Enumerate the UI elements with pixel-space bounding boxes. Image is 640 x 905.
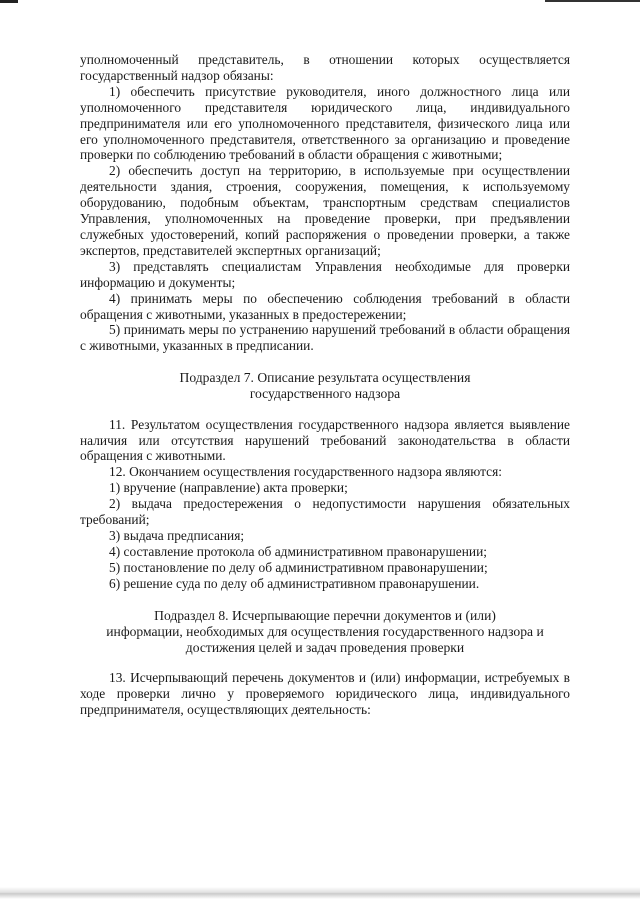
list-item: 3) представлять специалистам Управления необходимые для проверки информацию и документы; [80, 258, 570, 290]
list-item: 4) составление протокола об административном правонарушении; [109, 543, 487, 559]
list-item: 5) принимать меры по устранению нарушений требований в области обращения с животными, указанных в предписании. [80, 322, 570, 354]
heading-line: Подраздел 7. Описание результата осуществления [179, 370, 471, 386]
list-item: 1) вручение (направление) акта проверки; [109, 480, 348, 496]
list-item: 2) обеспечить доступ на территорию, в используемые при осуществлении деятельности здания, строения, сооружения, помещения, к используемому оборудованию, подобным объектам, транспортным средствам специалистов Управления, уполномоченных на проведение проверки, при предъявлении служебных удостоверений, копий распоряжения о проведении проверки, а также экспертов, представителей экспертных организаций; [80, 163, 570, 258]
list-item: 4) принимать меры по обеспечению соблюдения требований в области обращения с животными, указанных в предостережении; [80, 290, 570, 322]
list-item: 1) обеспечить присутствие руководителя, иного должностного лица или уполномоченного представителя юридического лица, индивидуального предпринимателя или его уполномоченного представителя, физического лица или его уполномоченного представителя, ответственного за организацию и проведение проверки по соблюдению требований в области обращения с животными; [80, 83, 570, 163]
paragraph: 13. Исчерпывающий перечень документов и (или) информации, истребуемых в ходе проверки лично у проверяемого юридического лица, индивидуального предпринимателя, осуществляющих деятельность: [80, 670, 570, 718]
heading-line: Подраздел 8. Исчерпывающие перечни документов и (или) [154, 607, 496, 623]
scan-mark [545, 0, 640, 2]
paragraph: уполномоченный представитель, в отношении которых осуществляется государственный надзор обязаны: [80, 52, 570, 83]
scan-mark [0, 0, 18, 3]
heading-line: государственного надзора [249, 386, 401, 402]
list-item: 3) выдача предписания; [109, 527, 245, 543]
heading-line: информации, необходимых для осуществления государственного надзора и [106, 623, 544, 639]
list-item: 2) выдача предостережения о недопустимости нарушения обязательных требований; [80, 496, 570, 528]
paragraph: 12. Окончанием осуществления государственного надзора являются: [109, 464, 502, 480]
document-page [80, 52, 570, 718]
list-item: 6) решение суда по делу об административном правонарушении. [109, 575, 480, 591]
scan-artifact [0, 887, 640, 899]
section-heading-8 [80, 608, 570, 657]
section-heading-7 [80, 370, 570, 402]
paragraph: 11. Результатом осуществления государственного надзора является выявление наличия или отсутствия нарушений требований законодательства в области обращения с животными. [80, 416, 570, 464]
heading-line: достижения целей и задач проведения проверки [185, 640, 465, 655]
list-item: 5) постановление по делу об административном правонарушении; [109, 559, 488, 575]
